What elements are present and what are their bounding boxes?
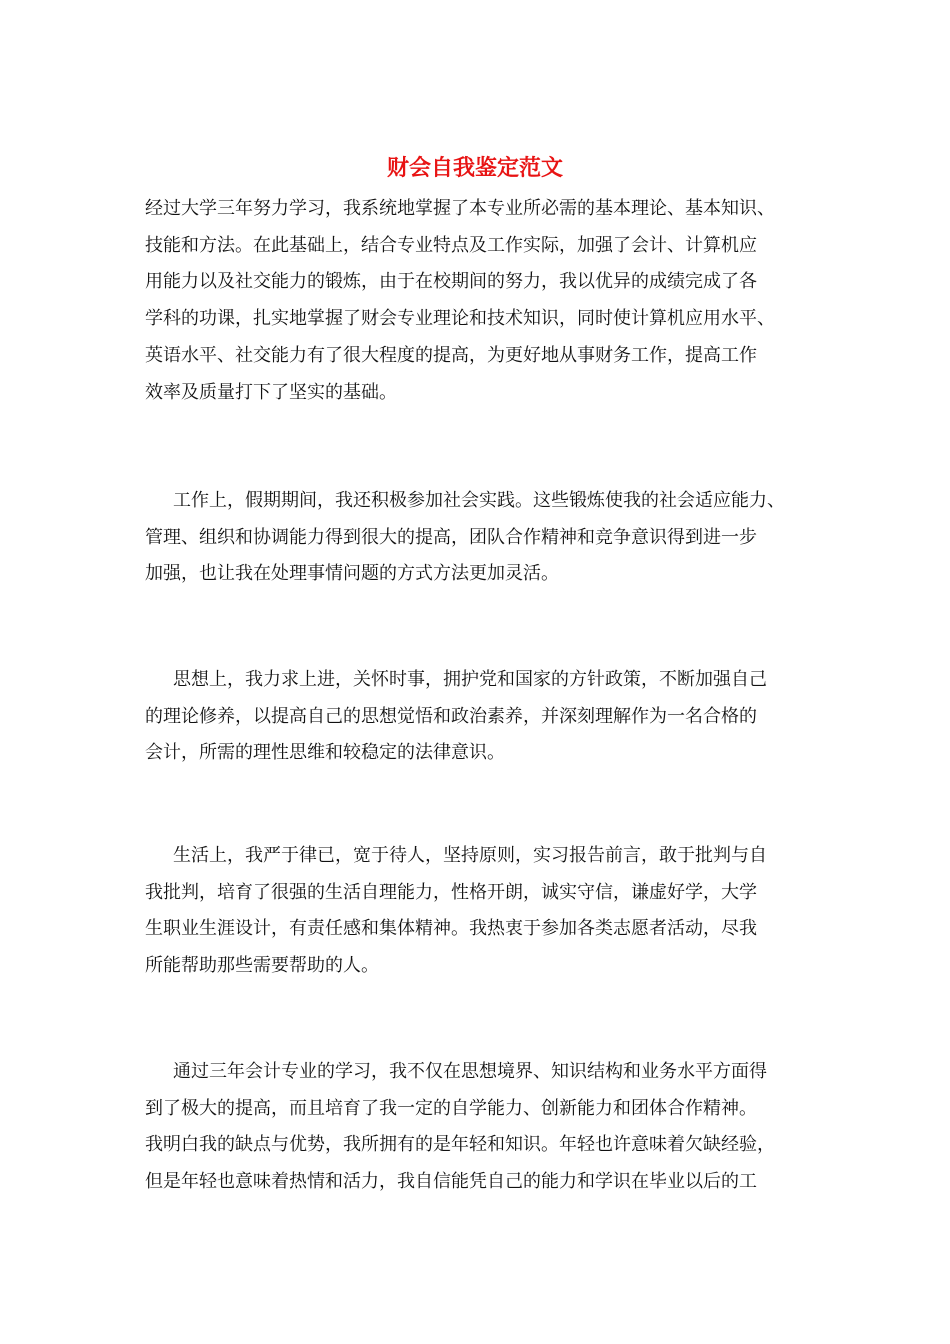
paragraph-line: 思想上，我力求上进，关怀时事，拥护党和国家的方针政策，不断加强自己 <box>173 669 767 690</box>
paragraph-line: 的理论修养，以提高自己的思想觉悟和政治素养，并深刻理解作为一名合格的 <box>145 705 757 727</box>
paragraph-line: 经过大学三年努力学习，我系统地掌握了本专业所必需的基本理论、基本知识、 <box>145 198 775 219</box>
paragraph-line: 技能和方法。在此基础上，结合专业特点及工作实际，加强了会计、计算机应 <box>145 234 757 256</box>
paragraph-line: 用能力以及社交能力的锻炼，由于在校期间的努力，我以优异的成绩完成了各 <box>145 271 757 293</box>
paragraph-line: 管理、组织和协调能力得到很大的提高，团队合作精神和竞争意识得到进一步 <box>145 526 757 548</box>
paragraph-line: 到了极大的提高，而且培育了我一定的自学能力、创新能力和团体合作精神。 <box>145 1097 757 1119</box>
paragraph-line: 学科的功课，扎实地掌握了财会专业理论和技术知识，同时使计算机应用水平、 <box>145 308 775 330</box>
paragraph-line: 我明白我的缺点与优势，我所拥有的是年轻和知识。年轻也许意味着欠缺经验， <box>145 1134 775 1156</box>
paragraph-thought <box>145 662 767 772</box>
paragraph-education <box>145 191 775 411</box>
paragraph-life <box>145 838 767 985</box>
paragraph-line: 但是年轻也意味着热情和活力，我自信能凭自己的能力和学识在毕业以后的工 <box>145 1171 757 1193</box>
paragraph-line: 效率及质量打下了坚实的基础。 <box>145 381 397 403</box>
paragraph-line: 生职业生涯设计，有责任感和集体精神。我热衷于参加各类志愿者活动，尽我 <box>145 918 757 940</box>
paragraph-summary <box>145 1054 775 1201</box>
paragraph-line: 生活上，我严于律已，宽于待人，坚持原则，实习报告前言，敢于批判与自 <box>173 845 767 866</box>
document-title: 财会自我鉴定范文 <box>386 155 563 181</box>
paragraph-work <box>145 483 785 593</box>
paragraph-line: 会计，所需的理性思维和较稳定的法律意识。 <box>145 742 505 764</box>
paragraph-line: 工作上，假期期间，我还积极参加社会实践。这些锻炼使我的社会适应能力、 <box>173 490 785 511</box>
paragraph-line: 英语水平、社交能力有了很大程度的提高，为更好地从事财务工作，提高工作 <box>145 344 757 366</box>
paragraph-line: 所能帮助那些需要帮助的人。 <box>145 955 379 977</box>
paragraph-line: 我批判，培育了很强的生活自理能力，性格开朗，诚实守信，谦虚好学，大学 <box>145 881 757 903</box>
paragraph-line: 通过三年会计专业的学习，我不仅在思想境界、知识结构和业务水平方面得 <box>173 1061 767 1082</box>
paragraph-line: 加强，也让我在处理事情问题的方式方法更加灵活。 <box>145 563 559 585</box>
